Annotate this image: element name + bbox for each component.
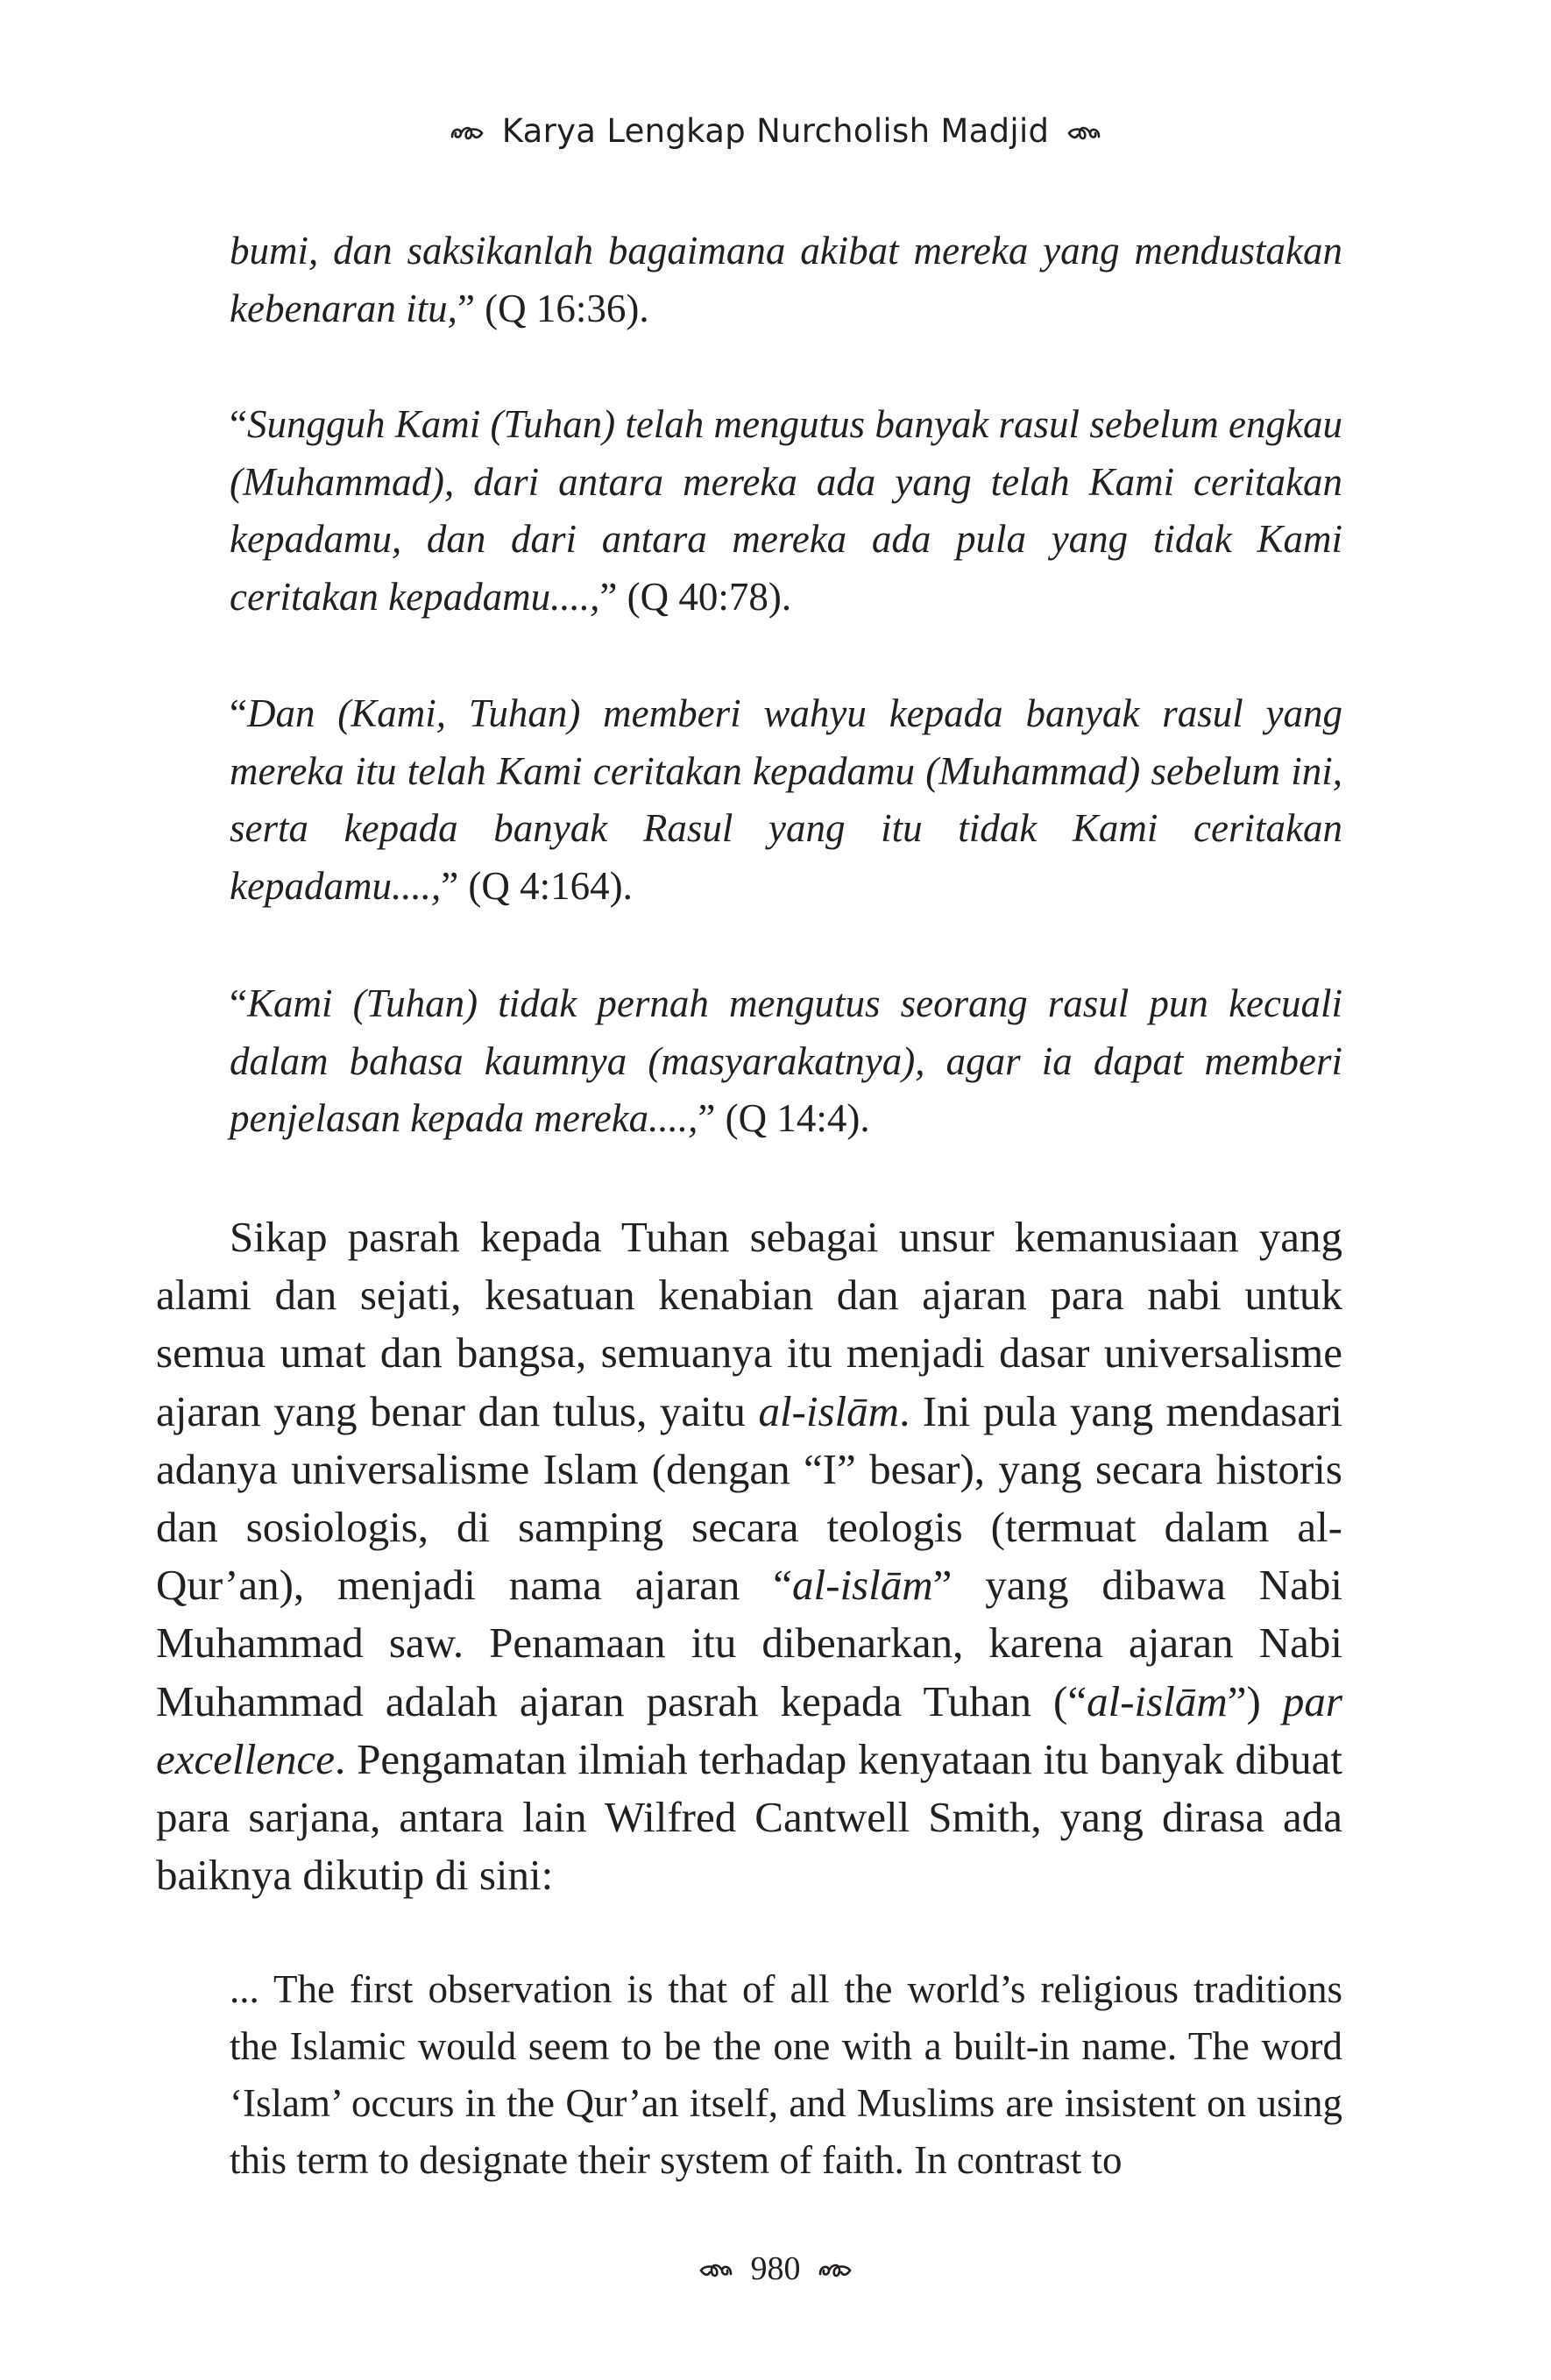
quote-text: Sungguh Kami (Tuhan) telah mengutus banyak rasul sebelum engkau (Muhammad), dari antara mereka ada yang telah Kami ceritakan kepadamu, dan dari antara mereka ada pula yang tidak Kami ceritakan kepadamu...., [230, 402, 1342, 619]
paragraph-text: Sikap pasrah kepada Tuhan sebagai unsur kemanusiaan yang alami dan sejati, kesatuan kenabian dan ajaran para nabi untuk semua umat dan bangsa, semuanya itu menjadi dasar universalisme ajaran yang benar dan tulus, yaitu [156, 1213, 1342, 1435]
paragraph-text: . Ini pula yang mendasari adanya universalisme Islam (dengan “I” besar), yang secara historis dan sosiologis, di samping secara teologis (termuat dalam al-Qur’an), menjadi nama ajaran “ [156, 1386, 1342, 1610]
ornament-left-icon [698, 2251, 733, 2286]
open-quote-mark: “ [230, 691, 247, 735]
smith-block-quote: ... The first observation is that of all the world’s religious traditions the Islamic would seem to be the one with a built-in name. The word ‘Islam’ occurs in the Qur’an itself, and Muslims are insistent on using this term to designate their system of faith. In contrast to [230, 1967, 1342, 2182]
ornament-right-icon [818, 2251, 853, 2286]
body-paragraph [156, 1208, 1342, 1904]
page-footer [0, 2249, 1551, 2288]
quote-reference: ” (Q 40:78). [599, 574, 792, 619]
quote-reference: ” (Q 14:4). [698, 1096, 870, 1140]
paragraph-text: ” yang dibawa Nabi Muhammad saw. Penamaan itu dibenarkan, karena ajaran Nabi Muhammad adalah ajaran pasrah kepada Tuhan (“ [156, 1561, 1342, 1725]
quote-reference: ” (Q 4:164). [441, 863, 633, 908]
quote-text: bumi, dan saksikanlah bagaimana akibat mereka yang mendustakan kebenaran itu, [230, 229, 1342, 330]
open-quote-mark: “ [230, 402, 247, 446]
open-quote-mark: “ [230, 981, 247, 1025]
quran-quote-1 [230, 223, 1342, 337]
ornament-right-icon [1066, 114, 1101, 149]
quran-quote-4 [230, 975, 1342, 1148]
quran-quote-2 [230, 396, 1342, 626]
italic-term: al-islām [792, 1561, 933, 1610]
quote-reference: ” (Q 16:36). [457, 286, 649, 330]
italic-term: par excellence [156, 1676, 1342, 1783]
italic-term: al-islām [758, 1386, 900, 1435]
quote-text: Dan (Kami, Tuhan) memberi wahyu kepada banyak rasul yang mereka itu telah Kami ceritakan kepadamu (Muhammad) sebelum ini, serta kepada banyak Rasul yang itu tidak Kami ceritakan kepadamu...., [230, 691, 1342, 908]
quote-text: Kami (Tuhan) tidak pernah mengutus seorang rasul pun kecuali dalam bahasa kaumnya (masyarakatnya), agar ia dapat memberi penjelasan kepada mereka...., [230, 981, 1342, 1140]
quran-quote-3 [230, 685, 1342, 915]
running-head [0, 112, 1551, 150]
page-number: 980 [750, 2250, 801, 2287]
paragraph-text: . Pengamatan ilmiah terhadap kenyataan itu banyak dibuat para sarjana, antara lain Wilfred Cantwell Smith, yang dirasa ada baiknya dikutip di sini: [156, 1734, 1342, 1900]
italic-term: al-islām [1087, 1676, 1228, 1725]
book-title: Karya Lengkap Nurcholish Madjid [501, 112, 1050, 150]
paragraph-text: ”) [1227, 1676, 1283, 1725]
ornament-left-icon [450, 114, 485, 149]
